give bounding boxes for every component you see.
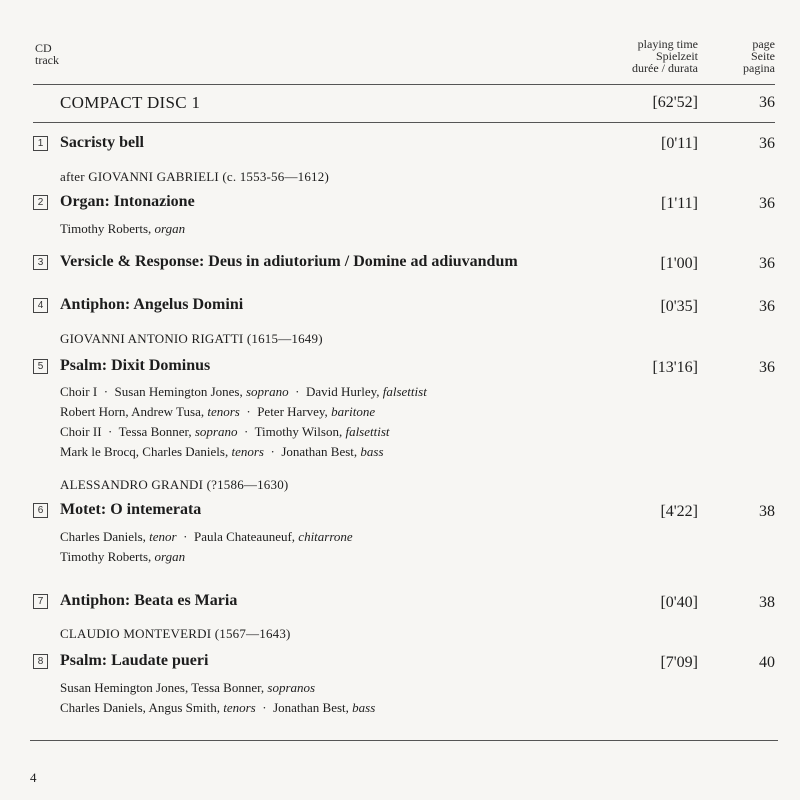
performer-line: [60, 680, 315, 696]
track-time: [1'00]: [660, 255, 698, 272]
composer-line: after GIOVANNI GABRIELI (c. 1553-56—1612): [60, 169, 329, 184]
performer-role: tenors: [223, 700, 256, 715]
track-title: Versicle & Response: Deus in adiutorium / Domine ad adiuvandum: [60, 253, 518, 270]
header-track-label: [35, 42, 59, 66]
track-number-box: 8: [33, 654, 48, 669]
track-title: Motet: O intemerata: [60, 501, 202, 518]
track-page: 36: [759, 298, 775, 315]
track-page: 36: [759, 135, 775, 152]
performer-line: [60, 384, 427, 400]
separator-dot: ·: [295, 384, 300, 399]
track-time: [13'16]: [652, 359, 698, 376]
header-time-line-3: durée / durata: [632, 61, 698, 75]
performer-role: sopranos: [267, 680, 316, 695]
choir-label: Choir II: [60, 424, 102, 439]
performer-name: Timothy Roberts,: [60, 221, 152, 236]
track-number-box: 1: [33, 136, 48, 151]
track-time: [0'11]: [661, 135, 698, 152]
performer-line: [60, 404, 375, 420]
track-number-box: 4: [33, 298, 48, 313]
performer-role: bass: [360, 444, 384, 459]
header-track-line-1: CD: [35, 41, 52, 55]
track-title: Psalm: Dixit Dominus: [60, 357, 211, 374]
separator-dot: ·: [103, 384, 109, 399]
track-title: Psalm: Laudate pueri: [60, 652, 209, 669]
header-page-label: [743, 38, 775, 74]
performer-name: Robert Horn, Andrew Tusa,: [60, 404, 205, 419]
performer-name: Timothy Roberts,: [60, 549, 152, 564]
separator-dot: ·: [270, 444, 275, 459]
performer-name: Charles Daniels,: [60, 529, 146, 544]
choir-label: Choir I: [60, 384, 98, 399]
track-time: [7'09]: [660, 654, 698, 671]
disc-time: [62'52]: [652, 94, 698, 111]
performer-name: Mark le Brocq, Charles Daniels,: [60, 444, 229, 459]
track-page: 38: [759, 594, 775, 611]
performer-role: tenor: [149, 529, 177, 544]
track-page: 40: [759, 654, 775, 671]
header-time-line-1: playing time: [637, 37, 698, 51]
performer-role: bass: [352, 700, 376, 715]
track-number-box: 5: [33, 359, 48, 374]
performer-line: [60, 549, 185, 565]
performer-role: soprano: [194, 424, 238, 439]
track-title: Antiphon: Beata es Maria: [60, 592, 238, 609]
disc-page: 36: [759, 94, 775, 111]
performer-name: Charles Daniels, Angus Smith,: [60, 700, 220, 715]
disc-title: COMPACT DISC 1: [60, 93, 201, 112]
track-page: 36: [759, 359, 775, 376]
performer-role: soprano: [246, 384, 289, 399]
performer-role: falsettist: [345, 424, 390, 439]
track-time: [4'22]: [660, 503, 698, 520]
header-page-line-3: pagina: [743, 61, 775, 75]
performer-name: Paula Chateauneuf,: [193, 529, 296, 544]
track-number-box: 3: [33, 255, 48, 270]
separator-dot: ·: [243, 424, 249, 439]
page-number: 4: [30, 770, 37, 785]
track-page: 36: [759, 255, 775, 272]
composer-line: ALESSANDRO GRANDI (?1586—1630): [60, 477, 289, 492]
header-time-line-2: Spielzeit: [656, 49, 698, 63]
performer-name: Jonathan Best,: [281, 444, 358, 459]
track-title: Organ: Intonazione: [60, 193, 195, 210]
performer-name: Susan Hemington Jones,: [114, 384, 243, 399]
footer-rule: [30, 740, 778, 741]
track-title: Antiphon: Angelus Domini: [60, 296, 244, 313]
performer-role: tenors: [231, 444, 264, 459]
disc-rule: [33, 122, 775, 123]
performer-role: organ: [154, 221, 186, 236]
track-title: Sacristy bell: [60, 134, 144, 151]
header-track-line-2: track: [35, 53, 59, 67]
track-number-box: 7: [33, 594, 48, 609]
performer-line: [60, 444, 384, 460]
performer-line: [60, 529, 353, 545]
composer-line: GIOVANNI ANTONIO RIGATTI (1615—1649): [60, 331, 323, 346]
performer-name: Timothy Wilson,: [254, 424, 343, 439]
performer-role: falsettist: [382, 384, 427, 399]
track-time: [0'35]: [660, 298, 698, 315]
separator-dot: ·: [262, 700, 267, 715]
performer-name: Peter Harvey,: [257, 404, 328, 419]
composer-line: CLAUDIO MONTEVERDI (1567—1643): [60, 626, 291, 641]
header-rule: [33, 84, 775, 85]
performer-name: Jonathan Best,: [273, 700, 349, 715]
performer-role: organ: [154, 549, 186, 564]
track-page: 38: [759, 503, 775, 520]
performer-name: David Hurley,: [305, 384, 380, 399]
performer-line: [60, 221, 185, 237]
performer-name: Tessa Bonner,: [118, 424, 192, 439]
header-page-line-2: Seite: [751, 49, 775, 63]
performer-role: baritone: [331, 404, 376, 419]
track-page: 36: [759, 195, 775, 212]
track-time: [1'11]: [661, 195, 698, 212]
track-time: [0'40]: [660, 594, 698, 611]
header-page-line-1: page: [752, 37, 775, 51]
performer-name: Susan Hemington Jones, Tessa Bonner,: [60, 680, 265, 695]
performer-role: chitarrone: [298, 529, 353, 544]
performer-role: tenors: [207, 404, 240, 419]
header-time-label: [632, 38, 698, 74]
separator-dot: ·: [246, 404, 251, 419]
track-number-box: 2: [33, 195, 48, 210]
performer-line: [60, 700, 375, 716]
track-number-box: 6: [33, 503, 48, 518]
separator-dot: ·: [108, 424, 113, 439]
separator-dot: ·: [183, 529, 188, 544]
performer-line: [60, 424, 390, 440]
